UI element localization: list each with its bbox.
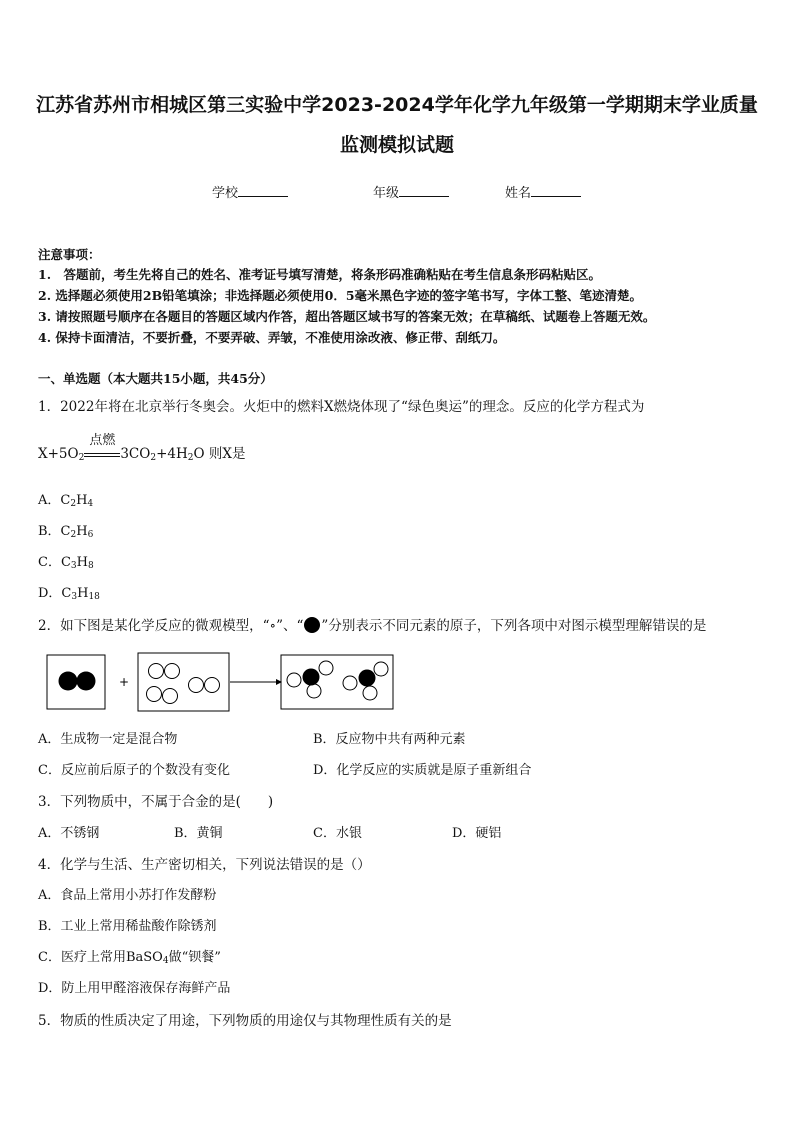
black-atom [77,672,96,691]
reaction-model-diagram [40,650,400,714]
q3-option-a[interactable]: A．不锈钢 [38,826,100,841]
eq-tail: O 则X是 [193,446,246,462]
black-atom [59,672,78,691]
q3-stem: 3．下列物质中，不属于合金的是( ) [38,794,274,810]
q2-option-d[interactable]: D．化学反应的实质就是原子重新组合 [313,763,532,778]
white-atom [374,662,388,676]
q1-equation [38,433,246,463]
name-label: 姓名 [505,186,532,201]
eq-double-line [84,453,120,457]
school-label: 学校 [212,186,239,201]
eq-sub: 2 [150,453,157,463]
plus-sign: + [119,675,130,689]
grade-label: 年级 [373,186,400,201]
q3-option-c[interactable]: C．水银 [313,826,362,841]
black-atom [359,670,376,687]
q2-option-b[interactable]: B．反应物中共有两种元素 [313,732,466,747]
white-atom [163,689,178,704]
white-atom [343,676,357,690]
eq-product-2: +4H [156,446,188,462]
eq-product-1: 3CO [120,446,151,462]
white-atom [147,687,162,702]
q3-option-d[interactable]: D．硬铝 [452,826,502,841]
q2-option-a[interactable]: A．生成物一定是混合物 [38,732,178,747]
name-field [505,182,581,201]
white-atom [189,678,204,693]
q1-option-b[interactable]: B．$C_2H_6$ [38,524,94,540]
grade-blank [399,184,449,197]
notice-item-3: 3. 请按照题号顺序在各题目的答题区域内作答，超出答题区域书写的答案无效；在草稿纸、试题卷上答题无效。 [38,309,656,324]
black-atom [303,669,320,686]
q2-stem-end: ”分别表示不同元素的原子，下列各项中对图示模型理解错误的是 [321,618,707,634]
page-title-line2: 监测模拟试题 [339,134,454,156]
grade-field [373,182,449,201]
school-blank [238,184,288,197]
q1-option-c[interactable]: C．$C_3H_8$ [38,555,94,571]
notice-item-2: 2. 选择题必须使用2B铅笔填涂；非选择题必须使用0．5毫米黑色字迹的签字笔书写，字体工整、笔迹清楚。 [38,288,643,303]
eq-condition-label: 点燃 [89,433,116,448]
white-atom [149,664,164,679]
name-blank [531,184,581,197]
eq-sub: 2 [78,453,85,463]
page-title: 江苏省苏州市相城区第三实验中学2023-2024学年化学九年级第一学期期末学业质量 [36,94,758,116]
eq-condition [84,433,120,462]
white-atom [205,678,220,693]
notice-heading: 注意事项： [38,247,101,262]
white-atom [287,673,301,687]
q2-option-c[interactable]: C．反应前后原子的个数没有变化 [38,763,230,778]
white-atom [319,661,333,675]
q4-option-d[interactable]: D．防上用甲醛溶液保存海鲜产品 [38,981,231,996]
q5-stem: 5．物质的性质决定了用途，下列物质的用途仅与其物理性质有关的是 [38,1013,452,1029]
eq-reactants: X+5O [38,446,79,462]
white-atom [307,684,321,698]
white-atom [363,686,377,700]
q1-option-a[interactable]: A．$C_2H_4$ [38,493,94,509]
notice-item-1: 1. 答题前，考生先将自己的姓名、准考证号填写清楚，将条形码准确粘贴在考生信息条形码粘贴区。 [38,267,602,282]
white-atom [165,664,180,679]
q4-option-a[interactable]: A．食品上常用小苏打作发酵粉 [38,888,217,903]
q1-option-d[interactable]: D．$C_3H_{18}$ [38,586,100,602]
q4-option-c[interactable]: C．医疗上常用BaSO$_4$做“钡餐” [38,950,221,966]
q3-option-b[interactable]: B．黄铜 [174,826,223,841]
q4-stem: 4．化学与生活、生产密切相关，下列说法错误的是（） [38,857,371,873]
q1-stem: 1．2022年将在北京举行冬奥会。火炬中的燃料X燃烧体现了“绿色奥运”的理念。反应的化学方程式为 [38,399,645,415]
black-atom-icon [303,616,321,634]
school-field [212,182,288,201]
q4-option-b[interactable]: B．工业上常用稀盐酸作除锈剂 [38,919,217,934]
q2-stem-start: 2．如下图是某化学反应的微观模型，“∘”、“ [38,618,304,634]
q2-stem [38,614,706,634]
notice-item-4: 4. 保持卡面清洁，不要折叠，不要弄破、弄皱，不准使用涂改液、修正带、刮纸刀。 [38,330,506,345]
eq-sub: 2 [187,453,194,463]
section-heading: 一、单选题（本大题共15小题，共45分） [38,371,273,386]
